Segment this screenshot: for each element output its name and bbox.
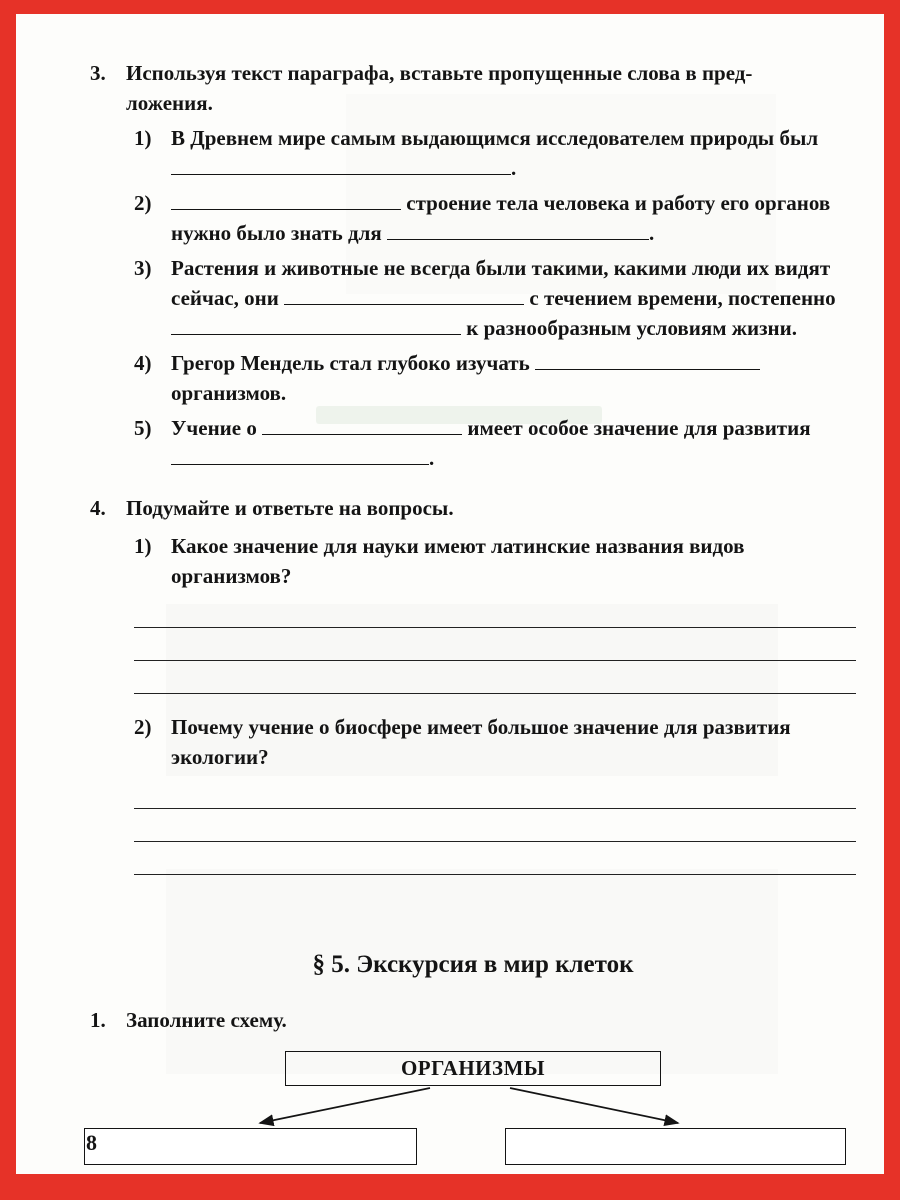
item-text-segment: имеет особое значение для развития xyxy=(467,416,811,441)
item-text-segment: Растения и животные не всегда были такими, какими люди их видят сейчас, они xyxy=(171,256,831,311)
fill-in-blank[interactable] xyxy=(171,188,401,210)
question-number: 1) xyxy=(134,534,152,559)
task-1 xyxy=(90,1005,856,1035)
task-1-number: 1. xyxy=(90,1008,106,1033)
item-text-segment: . xyxy=(429,446,435,471)
workbook-page xyxy=(16,14,884,1174)
task-3 xyxy=(90,58,856,473)
item-number: 1) xyxy=(134,126,152,150)
task-3-item-3 xyxy=(126,253,856,343)
item-number: 3) xyxy=(134,256,152,281)
question-text: Какое значение для науки имеют латинские названия видов организмов? xyxy=(171,534,745,589)
task-4-number: 4. xyxy=(90,496,106,521)
item-text-segment: к разнообразным условиям жизни. xyxy=(466,316,797,341)
item-text-segment: строение тела человека и работу его органов нужно было знать для xyxy=(171,191,831,246)
item-text-segment: В Древнем мире самым выдающимся исследователем природы был xyxy=(171,126,819,150)
task-3-item-2 xyxy=(126,188,856,248)
arrow-left xyxy=(260,1088,430,1123)
item-text xyxy=(171,123,856,183)
task-4-title: Подумайте и ответьте на вопросы. xyxy=(126,496,454,521)
answer-line[interactable] xyxy=(134,661,856,694)
answer-line[interactable] xyxy=(134,776,856,809)
diagram-left-box[interactable] xyxy=(84,1128,417,1165)
task-3-item-4 xyxy=(126,348,856,408)
item-text xyxy=(171,253,856,343)
fill-in-blank[interactable] xyxy=(171,313,461,335)
question-text: Почему учение о биосфере имеет большое значение для развития экологии? xyxy=(171,715,791,770)
task-4-question-1 xyxy=(126,531,856,591)
item-number: 5) xyxy=(134,416,152,441)
item-text-segment: Грегор Мендель стал глубоко изучать xyxy=(171,351,530,376)
answer-line[interactable] xyxy=(134,628,856,661)
diagram-children xyxy=(90,1128,856,1165)
item-text-segment: с течением времени, постепенно xyxy=(529,286,836,311)
fill-in-blank[interactable] xyxy=(262,413,462,435)
task-3-item-5 xyxy=(126,413,856,473)
diagram-right-box[interactable] xyxy=(505,1128,846,1165)
fill-in-blank[interactable] xyxy=(387,218,649,240)
fill-in-blank[interactable] xyxy=(171,153,511,175)
answer-lines-q2 xyxy=(134,776,856,875)
diagram-arrows xyxy=(90,1086,856,1128)
task-3-number: 3. xyxy=(90,61,106,85)
item-text-segment: . xyxy=(511,156,517,181)
arrow-right xyxy=(510,1088,678,1123)
task-3-title-line: ложения. xyxy=(126,91,213,115)
item-text-segment: организмов. xyxy=(171,381,287,406)
page-number: 8 xyxy=(86,1130,97,1155)
organisms-diagram xyxy=(90,1051,856,1165)
fill-in-blank[interactable] xyxy=(284,283,524,305)
question-number: 2) xyxy=(134,715,152,740)
diagram-root-box xyxy=(285,1051,661,1086)
task-1-title: Заполните схему. xyxy=(126,1008,287,1033)
answer-line[interactable] xyxy=(134,842,856,875)
fill-in-blank[interactable] xyxy=(535,348,760,370)
task-3-title xyxy=(126,58,856,118)
item-text-segment: Учение о xyxy=(171,416,257,441)
answer-lines-q1 xyxy=(134,595,856,694)
item-text xyxy=(171,348,856,408)
task-3-item-1 xyxy=(126,123,856,183)
task-3-title-line: Используя текст параграфа, вставьте пропущенные слова в пред- xyxy=(126,61,753,85)
answer-line[interactable] xyxy=(134,809,856,842)
item-text xyxy=(171,188,856,248)
item-text xyxy=(171,413,856,473)
task-4-question-2 xyxy=(126,712,856,772)
task-4 xyxy=(90,493,856,893)
item-number: 2) xyxy=(134,191,152,216)
item-text-segment: . xyxy=(649,221,655,246)
item-number: 4) xyxy=(134,351,152,376)
answer-line[interactable] xyxy=(134,595,856,628)
fill-in-blank[interactable] xyxy=(171,443,429,465)
section-5-heading: § 5. Экскурсия в мир клеток xyxy=(312,951,634,979)
diagram-root-label: ОРГАНИЗМЫ xyxy=(400,1056,546,1081)
